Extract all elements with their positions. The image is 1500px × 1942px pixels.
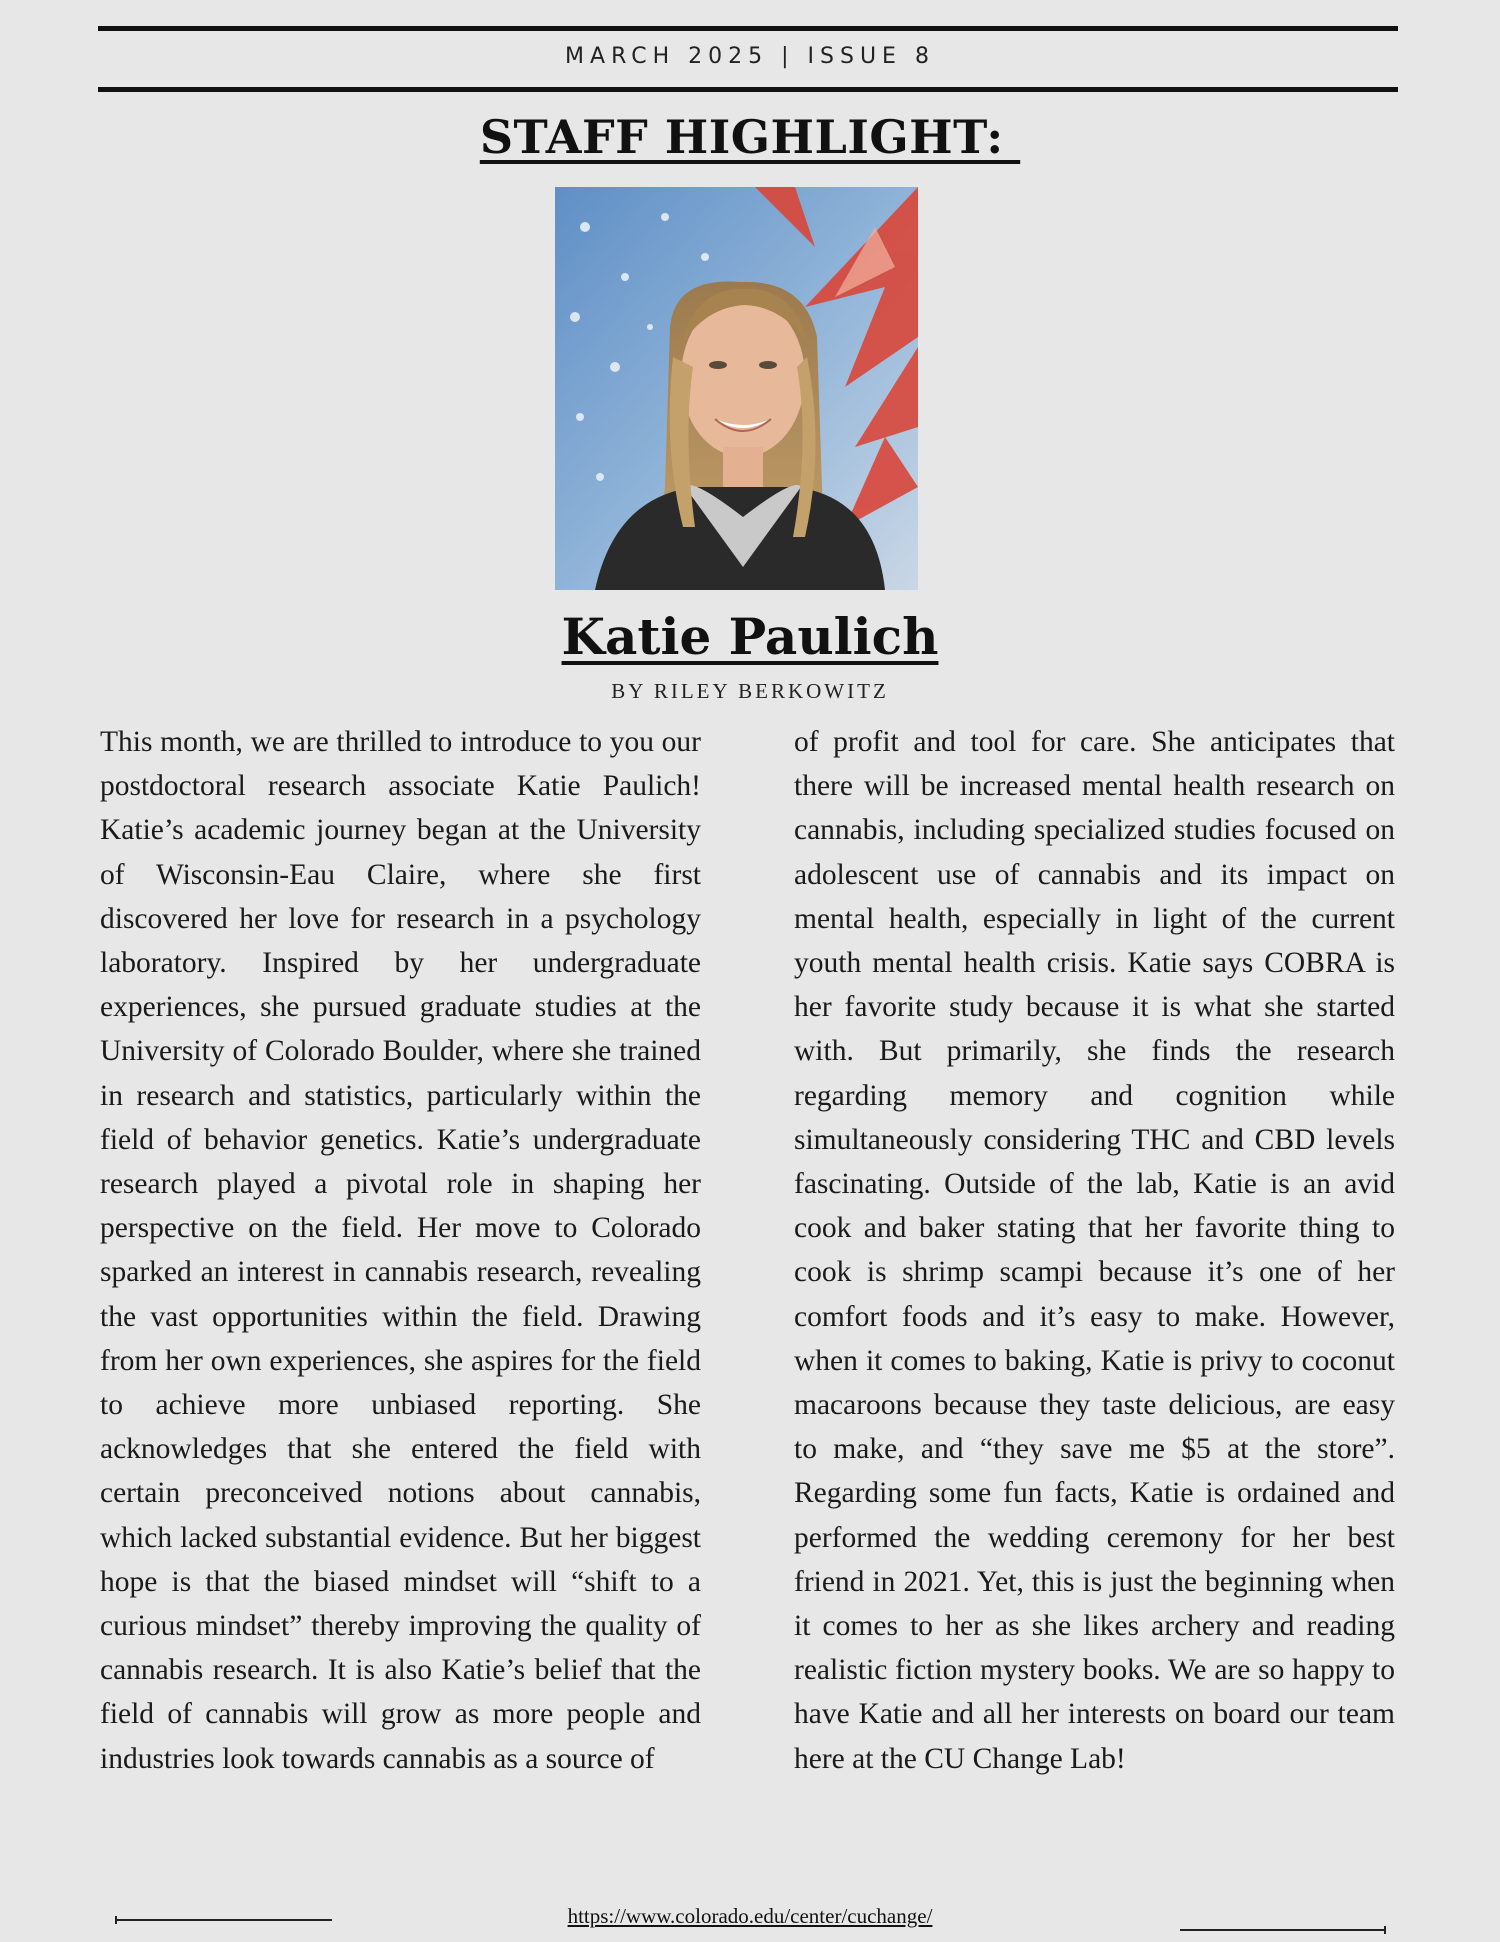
profile-photo <box>555 187 918 590</box>
section-heading: STAFF HIGHLIGHT: <box>479 110 1021 164</box>
footer-url-link[interactable]: https://www.colorado.edu/center/cuchange/ <box>567 1904 933 1928</box>
portrait-image <box>555 187 918 590</box>
issue-line: MARCH 2025 | ISSUE 8 <box>565 44 935 69</box>
header-top-rule <box>98 26 1398 31</box>
footer-rule-right-cap <box>1384 1926 1386 1934</box>
footer-rule-right <box>1180 1929 1385 1931</box>
article-column-left: This month, we are thrilled to introduce to you our postdoctoral research associate Katie Paulich! Katie’s academic journey began at the University of Wisconsin-Eau Claire, where she first discovered her love for research in a psychology laboratory. Inspired by her undergraduate experiences, she pursued graduate studies at the University of Colorado Boulder, where she trained in research and statistics, particularly within the field of behavior genetics. Katie’s undergraduate research played a pivotal role in shaping her perspective on the field. Her move to Colorado sparked an interest in cannabis research, revealing the vast opportunities within the field. Drawing from her own experiences, she aspires for the field to achieve more unbiased reporting. She acknowledges that she entered the field with certain preconceived notions about cannabis, which lacked substantial evidence. But her biggest hope is that the biased mindset will “shift to a curious mindset” thereby improving the quality of cannabis research. It is also Katie’s belief that the field of cannabis will grow as more people and industries look towards cannabis as a source of <box>100 726 701 1775</box>
article-column-right: of profit and tool for care. She anticipates that there will be increased mental health research on cannabis, including specialized studies focused on adolescent use of cannabis and its impact on mental health, especially in light of the current youth mental health crisis. Katie says COBRA is her favorite study because it is what she started with. But primarily, she finds the research regarding memory and cognition while simultaneously considering THC and CBD levels fascinating. Outside of the lab, Katie is an avid cook and baker stating that her favorite thing to cook is shrimp scampi because it’s one of her comfort foods and it’s easy to make. However, when it comes to baking, Katie is privy to coconut macaroons because they taste delicious, are easy to make, and “they save me $5 at the store”. Regarding some fun facts, Katie is ordained and performed the wedding ceremony for her best friend in 2021. Yet, this is just the beginning when it comes to her as she likes archery and reading realistic fiction mystery books. We are so happy to have Katie and all her interests on board our team here at the CU Change Lab! <box>794 726 1395 1775</box>
byline: BY RILEY BERKOWITZ <box>611 679 889 703</box>
header-bottom-rule <box>98 87 1398 92</box>
profile-name: Katie Paulich <box>561 607 939 666</box>
